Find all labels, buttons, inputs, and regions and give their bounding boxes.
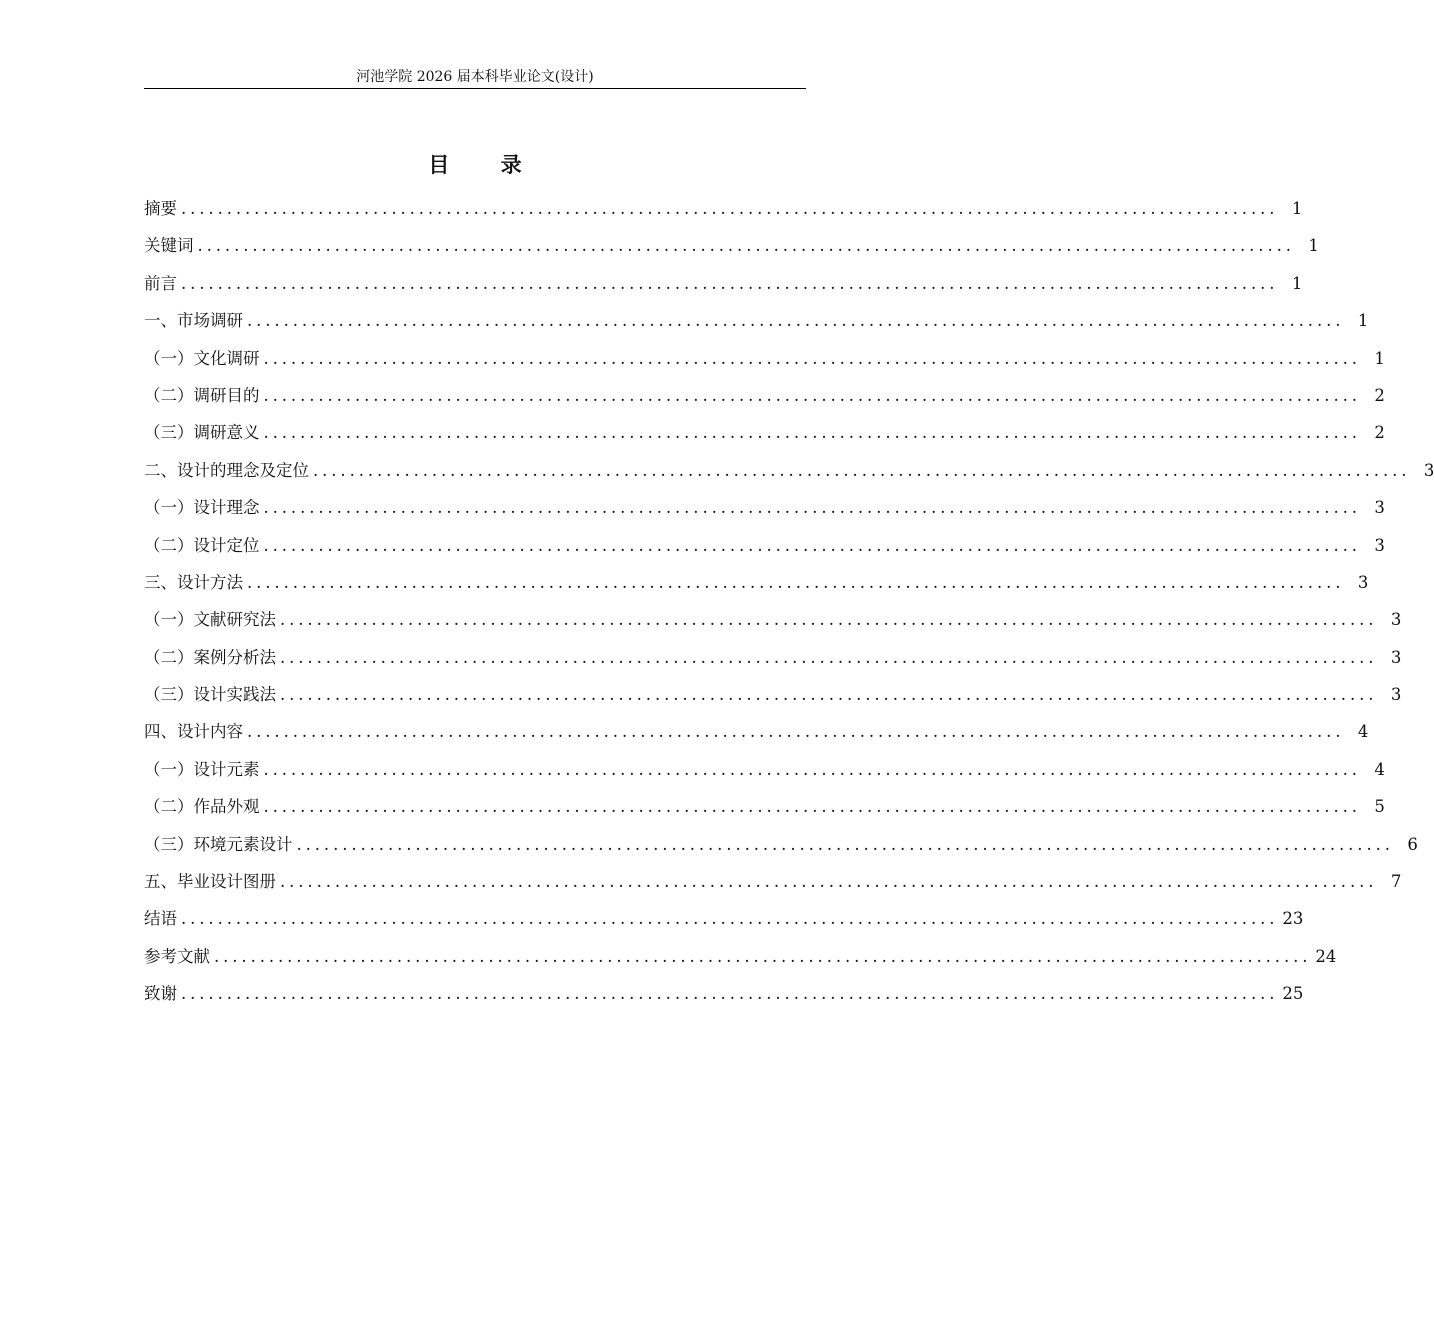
toc-entry[interactable] <box>144 975 1304 1012</box>
toc-entry-page-number: 3 <box>1374 535 1385 555</box>
toc-dot-leader: ........................................................................................................................ <box>263 797 1361 817</box>
toc-entry[interactable] <box>144 265 1303 302</box>
toc-entry-page-number: 3 <box>1390 610 1402 630</box>
toc-entry-page-number: 2 <box>1374 385 1385 405</box>
toc-entry[interactable] <box>144 676 1402 713</box>
toc-entry-label: （一）文献研究法 <box>144 610 276 630</box>
toc-entry-page-number: 1 <box>1374 348 1385 368</box>
toc-entry-label: （一）设计元素 <box>144 759 260 779</box>
toc-dot-leader: ........................................................................................................................ <box>181 199 1279 218</box>
toc-entry[interactable] <box>144 227 1319 264</box>
toc-entry-page-number: 3 <box>1390 685 1402 705</box>
toc-entry-page-number: 4 <box>1357 722 1369 742</box>
toc-entry[interactable] <box>144 863 1402 900</box>
toc-entry-label: 一、市场调研 <box>144 311 243 331</box>
toc-entry[interactable] <box>144 900 1304 937</box>
toc-entry-label: 关键词 <box>144 236 194 256</box>
toc-entry-page-number: 1 <box>1357 311 1369 331</box>
toc-entry-label: 前言 <box>144 273 177 293</box>
toc-entry[interactable] <box>144 788 1385 825</box>
toc-entry[interactable] <box>144 527 1385 564</box>
toc-entry-label: 致谢 <box>144 984 177 1004</box>
toc-dot-leader: ........................................................................................................................ <box>263 348 1361 368</box>
toc-entry-label: （三）环境元素设计 <box>144 834 293 854</box>
toc-dot-leader: ........................................................................................................................ <box>280 647 1378 667</box>
toc-entry-label: 摘要 <box>144 199 177 218</box>
toc-entry-label: 五、毕业设计图册 <box>144 872 276 892</box>
toc-dot-leader: ........................................................................................................................ <box>181 273 1279 293</box>
toc-entry-label: （三）调研意义 <box>144 423 260 443</box>
toc-title: 目 录 <box>428 152 544 177</box>
toc-entry-page-number: 3 <box>1390 647 1402 667</box>
toc-entry-label: （二）作品外观 <box>144 797 260 817</box>
toc-dot-leader: ........................................................................................................................ <box>263 423 1361 443</box>
toc-dot-leader: ........................................................................................................................ <box>263 498 1361 518</box>
toc-dot-leader: ........................................................................................................................ <box>280 610 1378 630</box>
toc-entry-label: （二）调研目的 <box>144 385 260 405</box>
running-header: 河池学院 2026 届本科毕业论文(设计) <box>356 69 594 85</box>
toc-entry-page-number: 5 <box>1374 797 1385 817</box>
toc-entry-page-number: 1 <box>1291 199 1303 218</box>
toc-entry-label: （一）文化调研 <box>144 348 260 368</box>
toc-entry[interactable] <box>144 377 1385 414</box>
toc-dot-leader: ........................................................................................................................ <box>313 460 1411 480</box>
toc-entry-page-number: 6 <box>1407 834 1418 854</box>
toc-dot-leader: ........................................................................................................................ <box>181 984 1279 1004</box>
toc-entry[interactable] <box>144 190 1303 227</box>
toc-entry-page-number: 4 <box>1374 759 1385 779</box>
toc-entry-page-number: 3 <box>1423 460 1434 480</box>
toc-dot-leader: ........................................................................................................................ <box>263 759 1361 779</box>
toc-entry-page-number: 23 <box>1282 909 1304 929</box>
toc-entry-label: （一）设计理念 <box>144 498 260 518</box>
toc-entry[interactable] <box>144 340 1385 377</box>
toc-entry-label: 四、设计内容 <box>144 722 243 742</box>
toc-dot-leader: ........................................................................................................................ <box>247 572 1345 592</box>
toc-entry[interactable] <box>144 713 1369 750</box>
toc-entry-page-number: 7 <box>1390 872 1402 892</box>
toc-entry-label: （二）设计定位 <box>144 535 260 555</box>
toc-entry-label: 三、设计方法 <box>144 572 243 592</box>
toc-entry[interactable] <box>144 452 1434 489</box>
toc-entry-page-number: 2 <box>1374 423 1385 443</box>
toc-dot-leader: ........................................................................................................................ <box>263 385 1361 405</box>
toc-dot-leader: ........................................................................................................................ <box>181 909 1279 929</box>
toc-entry-label: 参考文献 <box>144 946 210 966</box>
toc-list <box>144 190 1434 1013</box>
toc-entry[interactable] <box>144 564 1369 601</box>
toc-dot-leader: ........................................................................................................................ <box>296 834 1394 854</box>
toc-entry-page-number: 1 <box>1291 273 1303 293</box>
toc-entry-page-number: 24 <box>1315 946 1337 966</box>
toc-entry[interactable] <box>144 601 1402 638</box>
toc-dot-leader: ........................................................................................................................ <box>214 946 1312 966</box>
toc-dot-leader: ........................................................................................................................ <box>280 685 1378 705</box>
toc-entry-label: 二、设计的理念及定位 <box>144 460 309 480</box>
toc-entry-page-number: 3 <box>1357 572 1369 592</box>
toc-entry[interactable] <box>144 639 1402 676</box>
toc-entry[interactable] <box>144 751 1385 788</box>
toc-entry-page-number: 25 <box>1282 984 1304 1004</box>
toc-entry[interactable] <box>144 826 1418 863</box>
toc-dot-leader: ........................................................................................................................ <box>247 311 1345 331</box>
toc-dot-leader: ........................................................................................................................ <box>280 872 1378 892</box>
toc-entry-label: （三）设计实践法 <box>144 685 276 705</box>
toc-dot-leader: ........................................................................................................................ <box>263 535 1361 555</box>
toc-entry-label: 结语 <box>144 909 177 929</box>
toc-entry[interactable] <box>144 302 1369 339</box>
toc-entry-label: （二）案例分析法 <box>144 647 276 667</box>
toc-entry-page-number: 1 <box>1308 236 1319 256</box>
header-rule <box>144 88 806 89</box>
toc-entry[interactable] <box>144 489 1385 526</box>
toc-dot-leader: ........................................................................................................................ <box>247 722 1345 742</box>
toc-dot-leader: ........................................................................................................................ <box>197 236 1295 256</box>
toc-entry-page-number: 3 <box>1374 498 1385 518</box>
toc-entry[interactable] <box>144 938 1337 975</box>
toc-entry[interactable] <box>144 414 1385 451</box>
